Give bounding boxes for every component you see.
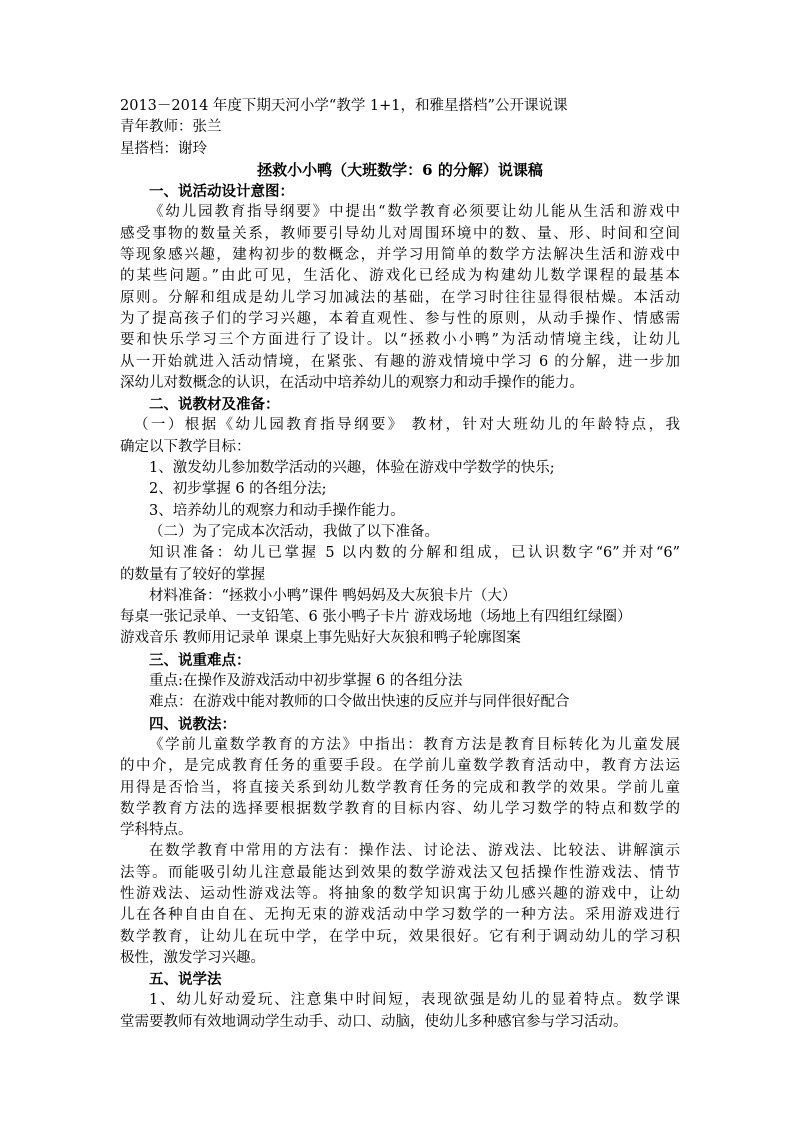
s4-p2-line: 数学教育，让幼儿在玩中学，在学中玩，效果很好。它有利于调动幼儿的学习积 xyxy=(120,928,680,945)
s5-p1-line: 堂需要教师有效地调动学生动手、动口、动脑，使幼儿多种感官参与学习活动。 xyxy=(120,1013,628,1030)
s1-line: 从一开始就进入活动情境，在紧张、有趣的游戏情境中学习 6 的分解，进一步加 xyxy=(120,353,680,370)
material-prep-cont: 游戏音乐 教师用记录单 课桌上事先贴好大灰狼和鸭子轮廓图案 xyxy=(120,630,521,647)
knowledge-prep: 知识准备：幼儿已掌握 5 以内数的分解和组成，已认识数字“6”并对“6” xyxy=(149,545,680,562)
s4-p2-line: 极性，激发学习兴趣。 xyxy=(120,949,265,966)
s1-line: 《幼儿园教育指导纲要》中提出“数学教育必须要让幼儿能从生活和游戏中 xyxy=(149,204,680,221)
partner-line: 星搭档：谢玲 xyxy=(120,140,207,157)
s1-line: 要和快乐学习三个方面进行了设计。以“拯救小小鸭”为活动情境主线，让幼儿 xyxy=(120,332,680,349)
s4-p1-line: 《学前儿童数学教育的方法》中指出：教育方法是教育目标转化为儿童发展 xyxy=(149,736,680,753)
difficulty: 难点：在游戏中能对教师的口令做出快速的反应并与同伴很好配合 xyxy=(149,694,570,711)
teacher-line: 青年教师：张兰 xyxy=(120,119,222,136)
s1-line: 为了提高孩子们的学习兴趣，本着直观性、参与性的原则，从动手操作、情感需 xyxy=(120,310,680,327)
s2-paragraph-2: （二）为了完成本次活动，我做了以下准备。 xyxy=(149,523,439,540)
s4-p1-line: 用得是否恰当，将直接关系到幼儿数学教育任务的完成和教学的效果。学前儿童 xyxy=(120,779,680,796)
s4-p2-line: 性游戏法、运动性游戏法等。将抽象的数学知识寓于幼儿感兴趣的游戏中，让幼 xyxy=(120,885,680,902)
s1-line: 等现象感兴趣，建构初步的数概念，并学习用简单的数学方法解决生活和游戏中 xyxy=(120,247,680,264)
s1-line: 原则。分解和组成是幼儿学习加减法的基础，在学习时往往显得很枯燥。本活动 xyxy=(120,289,680,306)
key-point: 重点:在操作及游戏活动中初步掌握 6 的各组分法 xyxy=(149,673,463,690)
knowledge-prep-cont: 的数量有了较好的掌握 xyxy=(120,566,265,583)
s4-p2-line: 在数学教育中常用的方法有：操作法、讨论法、游戏法、比较法、讲解演示 xyxy=(149,843,680,860)
s1-line: 感受事物的数量关系，教师要引导幼儿对周围环境中的数、量、形、时间和空间 xyxy=(120,225,680,242)
document-title: 拯救小小鸭（大班数学：6 的分解）说课稿 xyxy=(257,160,543,179)
section-3-heading: 三、说重难点： xyxy=(149,651,251,669)
section-4-heading: 四、说教法： xyxy=(149,715,236,733)
material-prep-cont: 每桌一张记录单、一支铅笔、6 张小鸭子卡片 游戏场地（场地上有四组红绿圈） xyxy=(120,609,632,626)
s2-paragraph-1a: （一）根据《幼儿园教育指导纲要》 教材，针对大班幼儿的年龄特点，我 xyxy=(134,417,680,434)
s5-p1-line: 1、幼儿好动爱玩、注意集中时间短，表现欲强是幼儿的显着特点。数学课 xyxy=(149,992,680,1009)
section-1-heading: 一、说活动设计意图： xyxy=(149,183,294,201)
s4-p1-line: 的中介，是完成教育任务的重要手段。在学前儿童数学教育活动中，教育方法运 xyxy=(120,758,680,775)
section-5-heading: 五、说学法 xyxy=(149,971,222,989)
header-line: 2013－2014 年度下期天河小学“教学 1+1，和雅星搭档”公开课说课 xyxy=(120,98,568,114)
goal-item: 2、初步掌握 6 的各组分法; xyxy=(149,481,327,498)
s4-p1-line: 数学教育方法的选择要根据数学教育的目标内容、幼儿学习数学的特点和数学的 xyxy=(120,800,680,817)
section-2-heading: 二、说教材及准备： xyxy=(149,396,280,414)
goal-item: 1、激发幼儿参加数学活动的兴趣，体验在游戏中学数学的快乐; xyxy=(149,460,555,477)
s4-p2-line: 儿在各种自由自在、无拘无束的游戏活动中学习数学的一种方法。采用游戏进行 xyxy=(120,907,680,924)
s4-p1-line: 学科特点。 xyxy=(120,822,193,839)
material-prep: 材料准备：“拯救小小鸭”课件 鸭妈妈及大灰狼卡片（大） xyxy=(149,587,517,604)
goal-item: 3、培养幼儿的观察力和动手操作能力。 xyxy=(149,502,405,519)
s4-p2-line: 法等。而能吸引幼儿注意最能达到效果的数学游戏法又包括操作性游戏法、情节 xyxy=(120,864,680,881)
document-page xyxy=(120,96,680,1033)
s1-line: 深幼儿对数概念的认识，在活动中培养幼儿的观察力和动手操作的能力。 xyxy=(120,374,584,391)
s2-paragraph-1b: 确定以下教学目标： xyxy=(120,438,251,455)
s1-line: 的某些问题。”由此可见，生活化、游戏化已经成为构建幼儿数学课程的最基本 xyxy=(120,268,680,285)
